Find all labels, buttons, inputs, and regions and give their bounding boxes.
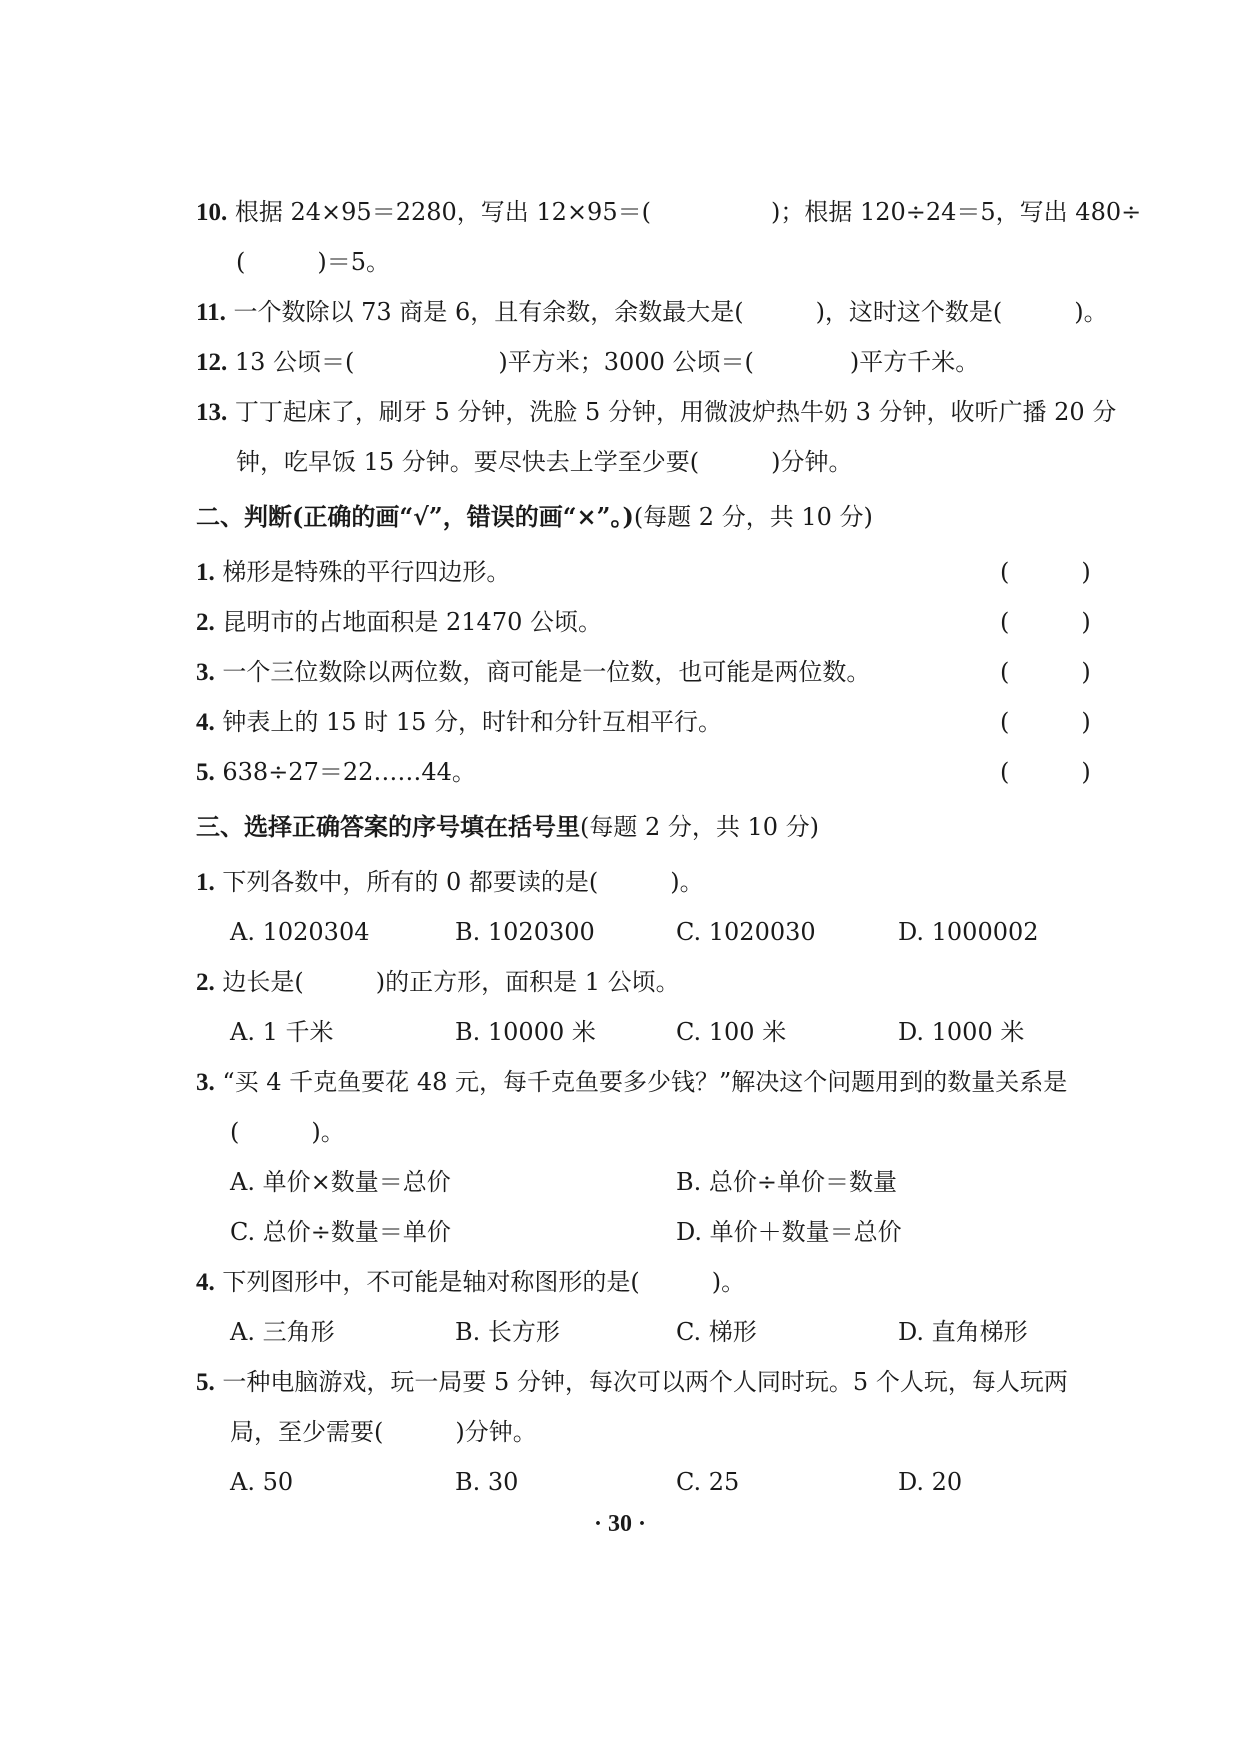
judge-answer-2[interactable]: ( ) (1000, 608, 1091, 636)
judge-item-4: 4. 钟表上的 15 时 15 分，时针和分针互相平行。 (196, 708, 722, 736)
q2-option-a[interactable]: A. 1 千米 (230, 1018, 334, 1046)
q3-option-a[interactable]: A. 单价×数量＝总价 (230, 1168, 451, 1196)
q3-option-b[interactable]: B. 总价÷单价＝数量 (676, 1168, 898, 1196)
choice-question-3-line-1: 3. “买 4 千克鱼要花 48 元，每千克鱼要多少钱？”解决这个问题用到的数量关系是 (196, 1068, 1068, 1096)
judge-answer-4[interactable]: ( ) (1000, 708, 1091, 736)
q3-option-c[interactable]: C. 总价÷数量＝单价 (230, 1218, 451, 1246)
q4-option-a[interactable]: A. 三角形 (230, 1318, 335, 1346)
section-3-title: 三、选择正确答案的序号填在括号里(每题 2 分，共 10 分) (196, 812, 820, 841)
q4-option-b[interactable]: B. 长方形 (455, 1318, 560, 1346)
choice-question-5-line-1: 5. 一种电脑游戏，玩一局要 5 分钟，每次可以两个人同时玩。5 个人玩，每人玩两 (196, 1368, 1068, 1396)
judge-item-1: 1. 梯形是特殊的平行四边形。 (196, 558, 511, 586)
q1-option-b[interactable]: B. 1020300 (455, 918, 595, 946)
q2-option-d[interactable]: D. 1000 米 (898, 1018, 1025, 1046)
q4-option-d[interactable]: D. 直角梯形 (898, 1318, 1028, 1346)
question-10-line-2: ( )＝5。 (236, 248, 390, 276)
choice-question-5-line-2: 局，至少需要( )分钟。 (230, 1418, 537, 1446)
q1-option-d[interactable]: D. 1000002 (898, 918, 1039, 946)
judge-answer-3[interactable]: ( ) (1000, 658, 1091, 686)
q2-option-b[interactable]: B. 10000 米 (455, 1018, 596, 1046)
judge-item-3: 3. 一个三位数除以两位数，商可能是一位数，也可能是两位数。 (196, 658, 871, 686)
page-number: · 30 · (593, 1511, 646, 1537)
choice-question-4: 4. 下列图形中，不可能是轴对称图形的是( )。 (196, 1268, 746, 1296)
q1-option-a[interactable]: A. 1020304 (230, 918, 370, 946)
question-11: 11. 一个数除以 73 商是 6，且有余数，余数最大是( )，这时这个数是( )。 (196, 298, 1108, 326)
question-12: 12. 13 公顷＝( )平方米；3000 公顷＝( )平方千米。 (196, 348, 980, 376)
question-13-line-2: 钟，吃早饭 15 分钟。要尽快去上学至少要( )分钟。 (236, 448, 853, 476)
judge-answer-1[interactable]: ( ) (1000, 558, 1091, 586)
choice-question-3-line-2: ( )。 (230, 1118, 345, 1146)
choice-question-2: 2. 边长是( )的正方形，面积是 1 公顷。 (196, 968, 680, 996)
q2-option-c[interactable]: C. 100 米 (676, 1018, 787, 1046)
q1-option-c[interactable]: C. 1020030 (676, 918, 816, 946)
judge-item-2: 2. 昆明市的占地面积是 21470 公顷。 (196, 608, 602, 636)
q5-option-b[interactable]: B. 30 (455, 1468, 519, 1496)
q5-option-d[interactable]: D. 20 (898, 1468, 963, 1496)
judge-item-5: 5. 638÷27＝22……44。 (196, 758, 476, 786)
question-13-line-1: 13. 丁丁起床了，刷牙 5 分钟，洗脸 5 分钟，用微波炉热牛奶 3 分钟，收听广播 20 分 (196, 398, 1117, 426)
question-10-line-1: 10. 根据 24×95＝2280，写出 12×95＝( )；根据 120÷24＝5，写出 480÷ (196, 198, 1142, 226)
section-2-title: 二、判断(正确的画“√”，错误的画“×”。)(每题 2 分，共 10 分) (196, 502, 873, 531)
judge-answer-5[interactable]: ( ) (1000, 758, 1091, 786)
q5-option-c[interactable]: C. 25 (676, 1468, 740, 1496)
q3-option-d[interactable]: D. 单价＋数量＝总价 (676, 1218, 902, 1246)
choice-question-1: 1. 下列各数中，所有的 0 都要读的是( )。 (196, 868, 704, 896)
q4-option-c[interactable]: C. 梯形 (676, 1318, 757, 1346)
q5-option-a[interactable]: A. 50 (230, 1468, 294, 1496)
